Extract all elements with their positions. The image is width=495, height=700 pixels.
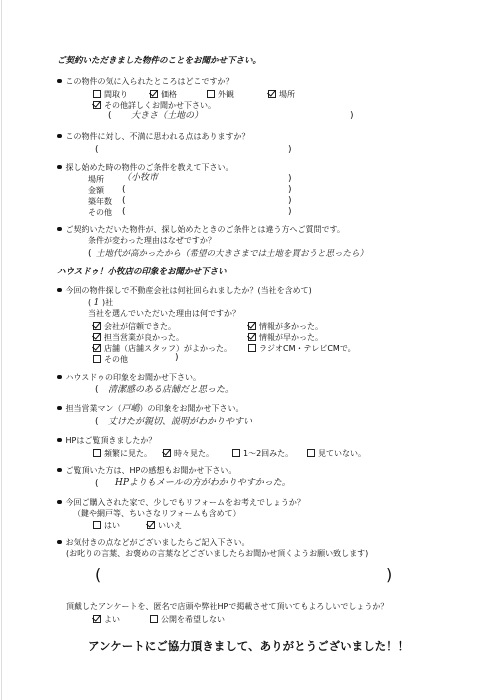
q3-paren-close: ) xyxy=(288,196,292,206)
q5-count: ( 1 )社 xyxy=(88,298,114,308)
thank-you-footer: アンケートにご協力頂きまして、ありがとうございました！！ xyxy=(88,639,410,653)
q11-question: お気付きの点などがございましたらご記入下さい。 xyxy=(57,539,250,547)
bullet-icon xyxy=(57,540,62,545)
checkbox-checked-icon[interactable] xyxy=(163,449,171,457)
q7-answer: 丈けたが親切、説明がわかりやすい xyxy=(108,417,253,427)
bullet-icon xyxy=(57,406,62,411)
checkbox-checked-icon[interactable] xyxy=(248,322,256,330)
q5-option-sales[interactable]: 担当営業が良かった。 xyxy=(93,333,184,342)
q3-question: 探し始めた時の物件のご条件を教えて下さい。 xyxy=(57,164,234,172)
q5-option-cm[interactable]: ラジオCM・テレビCMで。 xyxy=(248,344,356,353)
q5-paren-close: ) xyxy=(175,353,179,363)
q6-question: ハウスドゥの印象をお聞かせ下さい。 xyxy=(57,374,201,382)
checkbox-icon[interactable] xyxy=(248,344,256,352)
q5-question: 今回の物件探しで不動産会社は何社回られましたか？(当社を含めて) xyxy=(57,287,312,295)
bullet-icon xyxy=(57,165,62,170)
q10-sub: （鍵や網戸等、ちいさなリフォームも含めて） xyxy=(73,509,241,518)
q3-label-other: その他 xyxy=(88,208,112,217)
q3-label-place: 場所 xyxy=(88,175,104,184)
q4-question: ご契約いただいた物件が、探し始めたときのご条件とは違う方へご質問です。 xyxy=(57,226,345,234)
q1-paren-open: ( xyxy=(108,111,112,121)
q3-label-age: 築年数 xyxy=(88,197,112,206)
q1-question: この物件の気に入られたところはどこですか？ xyxy=(57,78,234,86)
q11-paren-open: ( xyxy=(95,565,102,584)
checkbox-icon[interactable] xyxy=(93,90,101,98)
q8-option-never[interactable]: 見ていない。 xyxy=(307,449,366,458)
checkbox-checked-icon[interactable] xyxy=(268,90,276,98)
q8-question: HPはご覧頂きましたか？ xyxy=(57,437,156,445)
checkbox-checked-icon[interactable] xyxy=(150,90,158,98)
q3-paren-close: ) xyxy=(288,207,292,217)
checkbox-icon[interactable] xyxy=(93,449,101,457)
q1-option-madori[interactable]: 間取り xyxy=(93,90,128,99)
consent-option-private[interactable]: 公開を希望しない xyxy=(150,615,225,624)
q5-option-other[interactable]: その他 xyxy=(93,355,128,364)
checkbox-icon[interactable] xyxy=(150,615,158,623)
q5-option-info-many[interactable]: 情報が多かった。 xyxy=(248,322,323,331)
q11-paren-close: ) xyxy=(386,565,393,584)
checkbox-icon[interactable] xyxy=(307,449,315,457)
checkbox-icon[interactable] xyxy=(232,449,240,457)
bullet-icon xyxy=(57,227,62,232)
bullet-icon xyxy=(57,134,62,139)
checkbox-checked-icon[interactable] xyxy=(93,101,101,109)
bullet-icon xyxy=(57,468,62,473)
checkbox-checked-icon[interactable] xyxy=(93,333,101,341)
bullet-icon xyxy=(57,79,62,84)
q1-option-other[interactable]: その他詳しくお聞かせ下さい。 xyxy=(93,101,216,110)
bullet-icon xyxy=(57,375,62,380)
q3-paren-open: ( xyxy=(122,207,126,217)
checkbox-checked-icon[interactable] xyxy=(147,521,155,529)
q4-answer: 土地代が高かったから（希望の大きさまでは土地を買おうと思ったら） xyxy=(96,249,369,259)
q3-paren-close: ) xyxy=(288,174,292,184)
q5-reason-question: 当社を選んでいただいた理由は何ですか？ xyxy=(88,309,240,318)
q1-option-location[interactable]: 場所 xyxy=(268,90,295,99)
q8-option-sometimes[interactable]: 時々見た。 xyxy=(163,449,214,458)
q8-option-often[interactable]: 頻繁に見た。 xyxy=(93,449,152,458)
page-title: ご契約いただきました物件のことをお聞かせ下さい。 xyxy=(57,56,262,66)
bullet-icon xyxy=(57,438,62,443)
q9-paren-open: ( xyxy=(95,479,99,489)
q10-question: 今回ご購入された家で、少しでもリフォームをお考えでしょうか？ xyxy=(57,499,305,507)
bullet-icon xyxy=(57,288,62,293)
q2-paren-open: ( xyxy=(95,145,99,155)
q11-sub: (お叱りの言葉、お褒めの言葉などございましたらお聞かせ頂くようお願い致します) xyxy=(66,549,369,558)
q10-option-yes[interactable]: はい xyxy=(93,521,120,530)
q5-option-trust[interactable]: 会社が信頼できた。 xyxy=(93,322,176,331)
checkbox-checked-icon[interactable] xyxy=(93,615,101,623)
q9-answer: HPよりもメールの方がわかりやすかった。 xyxy=(115,478,291,488)
q10-option-no[interactable]: いいえ xyxy=(147,521,182,530)
q5-option-info-fast[interactable]: 情報が早かった。 xyxy=(248,333,323,342)
q2-question: この物件に対し、不満に思われる点はありますか？ xyxy=(57,133,250,141)
consent-option-ok[interactable]: よい xyxy=(93,615,120,624)
q3-label-price: 金額 xyxy=(88,186,104,195)
q7-question: 担当営業マン（戸嶋）の印象をお聞かせ下さい。 xyxy=(57,405,244,414)
q3-paren-close: ) xyxy=(288,185,292,195)
q5-option-store[interactable]: 店舗（店舗スタッフ）がよかった。 xyxy=(93,344,232,353)
q1-answer: 大きさ（土地の） xyxy=(131,111,204,121)
q9-question: ご覧頂いた方は、HPの感想もお聞かせ下さい。 xyxy=(57,467,236,475)
q2-paren-close: ) xyxy=(288,145,292,155)
checkbox-checked-icon[interactable] xyxy=(93,344,101,352)
q8-option-once[interactable]: 1～2回みた。 xyxy=(232,449,293,458)
q4-paren-open: ( xyxy=(88,249,92,259)
q1-option-exterior[interactable]: 外観 xyxy=(207,90,234,99)
checkbox-checked-icon[interactable] xyxy=(248,333,256,341)
consent-question: 頂戴したアンケートを、匿名で店頭や弊社HPで掲載させて頂いてもよろしいでしょうか？ xyxy=(66,602,389,611)
section-heading: ハウスドゥ！小牧店の印象をお聞かせ下さい xyxy=(57,267,227,277)
q4-sub: 条件が変わった理由はなぜですか？ xyxy=(88,236,216,245)
bullet-icon xyxy=(57,500,62,505)
checkbox-checked-icon[interactable] xyxy=(93,322,101,330)
q3-paren-open: ( xyxy=(122,196,126,206)
checkbox-icon[interactable] xyxy=(207,90,215,98)
q1-option-price[interactable]: 価格 xyxy=(150,90,177,99)
checkbox-icon[interactable] xyxy=(93,521,101,529)
q6-answer: 清潔感のある店舗だと思った。 xyxy=(108,385,235,395)
q7-paren-open: ( xyxy=(95,417,99,427)
q3-paren-open: ( xyxy=(122,185,126,195)
checkbox-icon[interactable] xyxy=(93,355,101,363)
q3-place-answer: （小牧市 xyxy=(122,173,159,183)
q6-paren-open: ( xyxy=(95,385,99,395)
q1-paren-close: ) xyxy=(350,111,354,121)
